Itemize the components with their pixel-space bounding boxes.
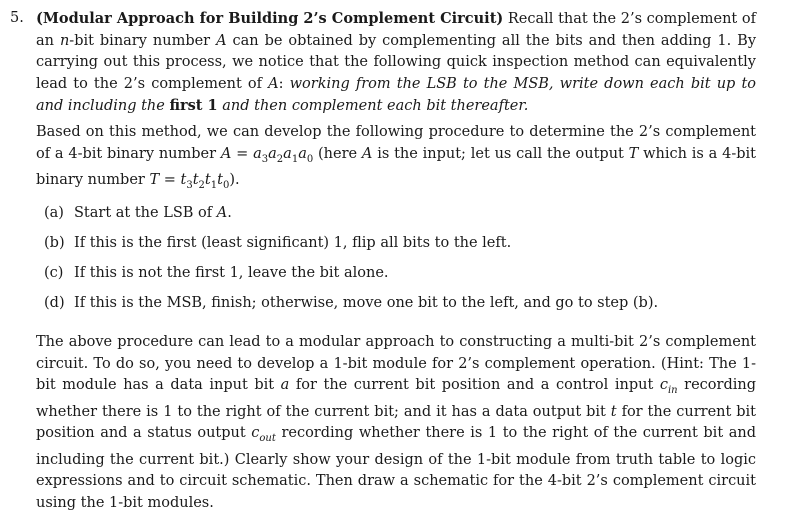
subscript: 3 xyxy=(186,179,193,191)
method-italic-text: working from the LSB to the MSB, write down each bit up to and including the xyxy=(36,75,756,115)
problem-intro-paragraph xyxy=(36,8,756,118)
closing-text: recording whether there is 1 to the right of the current bit; and it has a data output bit xyxy=(36,377,757,420)
method-text: which is a 4-bit binary number xyxy=(36,145,756,189)
var-t0: t xyxy=(217,172,223,189)
subscript: 3 xyxy=(261,153,269,165)
subscript: 2 xyxy=(198,179,205,191)
step-item xyxy=(44,293,744,323)
var-A: A xyxy=(216,205,228,221)
problem-number: 5. xyxy=(10,10,24,26)
method-text: is the input; let us call the output xyxy=(372,145,629,162)
var-a3: a xyxy=(253,145,262,162)
closing-text: The above procedure can lead to a modular approach to constructing a multi-bit 2’s complement circuit. To do so, you need to develop a 1-bit module for 2’s complement operation. (Hint: The 1-bit module has a data input bit xyxy=(36,334,756,394)
var-t: t xyxy=(610,403,617,420)
step-item xyxy=(44,233,744,263)
var-T: T xyxy=(149,172,160,189)
method-text: ). xyxy=(229,172,240,189)
method-italic-text: and then complement each bit thereafter. xyxy=(217,98,529,115)
subscript: in xyxy=(667,385,678,397)
var-A: A xyxy=(220,145,232,162)
step-text: If this is the MSB, finish; otherwise, move one bit to the left, and go to step (b). xyxy=(74,295,659,311)
subscript: 0 xyxy=(306,153,314,165)
step-item xyxy=(44,263,744,293)
subscript: 1 xyxy=(210,179,218,191)
step-label: (b) xyxy=(44,235,65,251)
var-c-out: c xyxy=(251,425,260,442)
method-paragraph xyxy=(36,122,756,197)
intro-text: Recall that the 2’s complement of an xyxy=(36,11,756,49)
subscript: 1 xyxy=(291,153,299,165)
subscript: out xyxy=(259,433,276,445)
intro-text: can be obtained by complementing all the bits and then adding 1. By carrying out this process, we notice that the following quick inspection method can equivalently lead to the 2’s complement of xyxy=(36,32,757,92)
intro-text: : xyxy=(278,75,290,92)
var-a0: a xyxy=(298,145,307,162)
method-text: Based on this method, we can develop the following procedure to determine the 2’s complement of a 4-bit binary number xyxy=(36,124,756,162)
equals: = xyxy=(231,145,254,162)
var-T: T xyxy=(628,145,639,162)
subscript: 0 xyxy=(222,179,230,191)
var-A: A xyxy=(216,32,227,49)
var-A: A xyxy=(361,145,373,162)
var-n: n xyxy=(59,32,70,49)
step-label: (a) xyxy=(44,205,64,221)
var-t2: t xyxy=(192,172,199,189)
closing-paragraph xyxy=(36,332,756,515)
closing-text: for the current bit position and a control input xyxy=(289,377,660,394)
step-label: (d) xyxy=(44,295,65,311)
step-item xyxy=(44,203,744,233)
closing-text: for the current bit position and a status output xyxy=(36,403,757,442)
step-text: . xyxy=(227,205,232,221)
var-c-in: c xyxy=(659,377,668,394)
var-t1: t xyxy=(204,172,211,189)
var-a: a xyxy=(280,377,290,394)
closing-text: recording whether there is 1 to the right of the current bit and including the current bit.) Clearly show your design of the 1-bit module from truth table to logic expressions and to circuit schematic. Then draw a schematic for the 4-bit 2’s complement circuit using the 1-bit modules. xyxy=(36,425,756,511)
equals: = xyxy=(159,172,181,189)
method-emphasis: first 1 xyxy=(169,97,218,115)
step-text: If this is the first (least significant) 1, flip all bits to the left. xyxy=(74,235,512,251)
problem-title: (Modular Approach for Building 2’s Complement Circuit) xyxy=(36,10,504,27)
subscript: 2 xyxy=(276,153,284,165)
var-a2: a xyxy=(268,145,277,162)
step-label: (c) xyxy=(44,265,64,281)
step-text: Start at the LSB of xyxy=(74,205,217,221)
method-text: (here xyxy=(313,145,362,162)
var-t3: t xyxy=(180,172,187,189)
step-text: If this is not the first 1, leave the bit alone. xyxy=(74,265,389,281)
procedure-steps xyxy=(44,203,744,323)
var-A: A xyxy=(268,75,279,92)
var-a1: a xyxy=(283,145,292,162)
intro-text: -bit binary number xyxy=(69,32,217,49)
